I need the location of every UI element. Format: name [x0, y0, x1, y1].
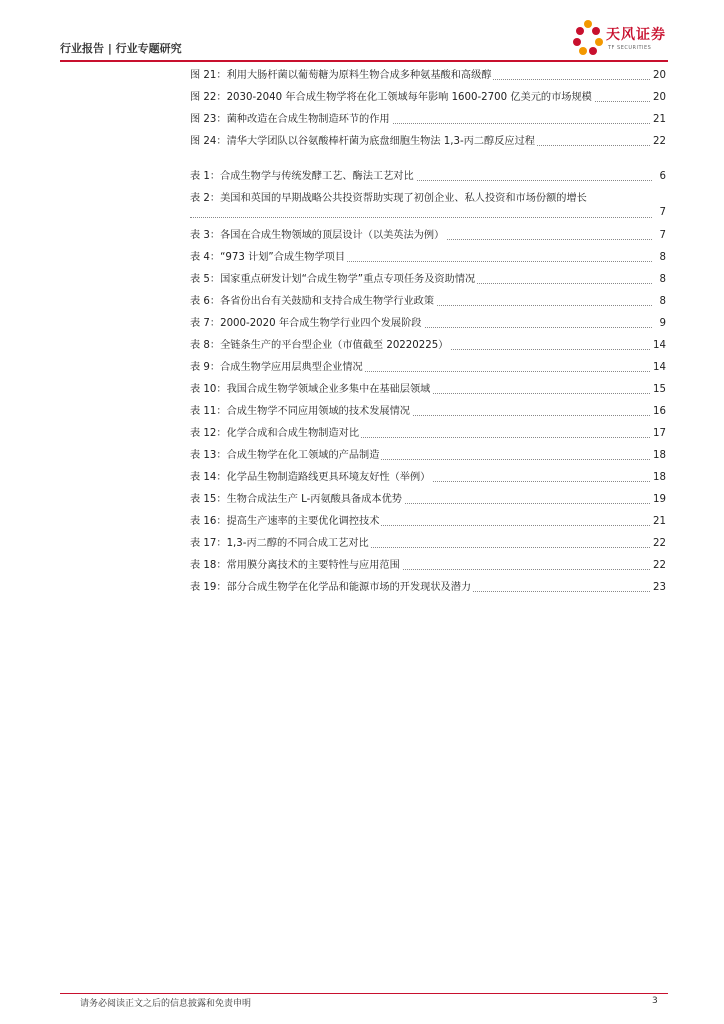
logo-name-cn: 天风证券	[606, 27, 666, 43]
toc-entry-page: 6	[658, 169, 666, 185]
toc-entry-label: 表 17：1,3-丙二醇的不同合成工艺对比	[190, 536, 371, 552]
toc-entry[interactable]	[190, 580, 666, 596]
toc-entry-label: 表 7：2000-2020 年合成生物学行业四个发展阶段	[190, 316, 424, 332]
toc-entry[interactable]	[190, 558, 666, 574]
toc-entry[interactable]	[190, 191, 666, 221]
toc-entry[interactable]	[190, 272, 666, 288]
toc-entry[interactable]	[190, 169, 666, 185]
report-type: 行业报告 | 行业专题研究	[60, 42, 182, 55]
toc-entry-page: 16	[651, 404, 666, 420]
toc-entry-page: 8	[658, 272, 666, 288]
toc-entry-page: 22	[651, 134, 666, 150]
toc-entry[interactable]	[190, 360, 666, 376]
toc-entry-label: 表 18：常用膜分离技术的主要特性与应用范围	[190, 558, 402, 574]
toc-entry-page: 20	[651, 90, 666, 106]
toc-entry-label: 表 13：合成生物学在化工领域的产品制造	[190, 448, 381, 464]
toc-entry-page: 21	[651, 514, 666, 530]
toc-entry[interactable]	[190, 68, 666, 84]
toc-entry-page: 22	[651, 536, 666, 552]
toc-entry-label: 表 8：全链条生产的平台型企业（市值截至 20220225）	[190, 338, 450, 354]
toc-entry[interactable]	[190, 134, 666, 150]
toc-entry[interactable]	[190, 90, 666, 106]
toc-entry[interactable]	[190, 338, 666, 354]
toc-entry-label: 图 22：2030-2040 年合成生物学将在化工领域每年影响 1600-2700 亿美元的市场规模	[190, 90, 594, 106]
footer-rule	[60, 993, 668, 994]
toc-entry[interactable]	[190, 448, 666, 464]
page-number: 3	[652, 996, 658, 1006]
toc-entry-page: 9	[658, 316, 666, 332]
toc-entry[interactable]	[190, 316, 666, 332]
toc-entry-label: 表 5：国家重点研发计划“合成生物学”重点专项任务及资助情况	[190, 272, 477, 288]
toc-entry[interactable]	[190, 404, 666, 420]
toc-entry-label: 表 19：部分合成生物学在化学品和能源市场的开发现状及潜力	[190, 580, 473, 596]
toc-entry-label: 图 23：菌种改造在合成生物制造环节的作用	[190, 112, 392, 128]
toc-entry-label: 表 6：各省份出台有关鼓励和支持合成生物学行业政策	[190, 294, 436, 310]
toc-entry-page: 17	[651, 426, 666, 442]
toc-entry-page: 21	[651, 112, 666, 128]
toc-entry-page: 18	[651, 470, 666, 486]
toc-entry-page: 7	[658, 228, 666, 244]
logo-mark-icon	[572, 18, 604, 58]
logo-name-en: TF SECURITIES	[608, 45, 652, 51]
toc-entry[interactable]	[190, 250, 666, 266]
toc-entry[interactable]	[190, 470, 666, 486]
toc-entry[interactable]	[190, 112, 666, 128]
toc-entry-label: 图 24：清华大学团队以谷氨酸棒杆菌为底盘细胞生物法 1,3-丙二醇反应过程	[190, 134, 537, 150]
toc-entry-page: 22	[651, 558, 666, 574]
toc-entry-label: 表 12：化学合成和合成生物制造对比	[190, 426, 361, 442]
toc-entry[interactable]	[190, 492, 666, 508]
toc-entry-page: 8	[658, 250, 666, 266]
toc-entry-page: 14	[651, 338, 666, 354]
toc-entry-label: 表 2：美国和英国的早期战略公共投资帮助实现了初创企业、私人投资和市场份额的增长	[190, 191, 589, 207]
toc-entry-label: 表 4：“973 计划”合成生物学项目	[190, 250, 347, 266]
toc-entry-page: 18	[651, 448, 666, 464]
toc-entry-page: 15	[651, 382, 666, 398]
toc-entry-label: 表 9：合成生物学应用层典型企业情况	[190, 360, 365, 376]
toc-entry-page: 20	[651, 68, 666, 84]
toc-entry-page: 8	[658, 294, 666, 310]
company-logo	[572, 18, 672, 60]
toc-entry-label: 表 15：生物合成法生产 L-丙氨酸具备成本优势	[190, 492, 404, 508]
toc-entry[interactable]	[190, 426, 666, 442]
toc-entry-label: 表 16：提高生产速率的主要优化调控技术	[190, 514, 381, 530]
toc-entry-label: 表 11：合成生物学不同应用领域的技术发展情况	[190, 404, 412, 420]
toc-entry-label: 表 3：各国在合成生物领域的顶层设计（以美英法为例）	[190, 228, 446, 244]
toc-entry[interactable]	[190, 536, 666, 552]
toc-entry-page: 19	[651, 492, 666, 508]
toc-entry-label: 表 14：化学品生物制造路线更具环境友好性（举例）	[190, 470, 432, 486]
toc-entry[interactable]	[190, 382, 666, 398]
toc-entry-label: 表 10：我国合成生物学领域企业多集中在基础层领域	[190, 382, 432, 398]
toc-entry-page: 14	[651, 360, 666, 376]
header-rule	[60, 60, 668, 62]
toc-entry-label: 图 21：利用大肠杆菌以葡萄糖为原料生物合成多种氨基酸和高级醇	[190, 68, 493, 84]
toc-entry-label: 表 1：合成生物学与传统发酵工艺、酶法工艺对比	[190, 169, 416, 185]
toc-entry[interactable]	[190, 228, 666, 244]
toc-leader-dots	[190, 217, 652, 218]
toc-entry[interactable]	[190, 294, 666, 310]
toc-entry[interactable]	[190, 514, 666, 530]
toc-entry-page: 23	[651, 580, 666, 596]
footer-disclaimer: 请务必阅读正文之后的信息披露和免责申明	[80, 999, 252, 1009]
toc-entry-page: 7	[658, 205, 666, 221]
